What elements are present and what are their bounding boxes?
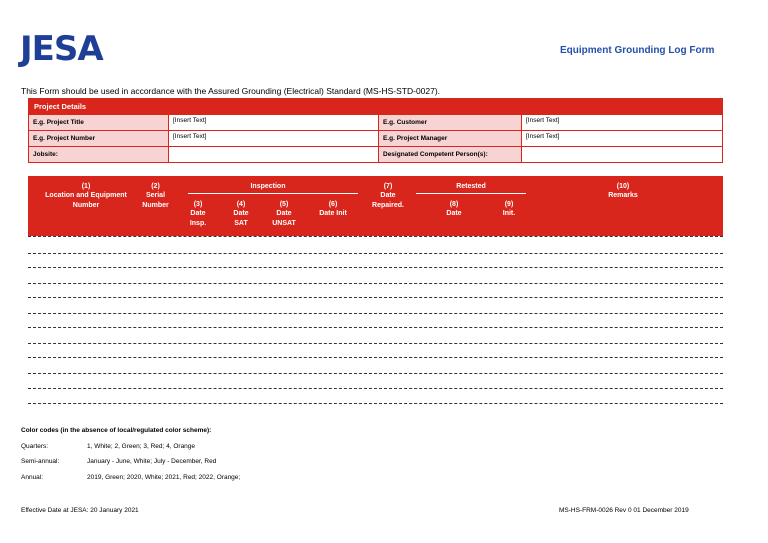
details-label: E.g. Project Number [29,131,169,146]
col-serial-header: (2) Serial Number [142,183,169,209]
col-date-sat-header: (4) Date SAT [233,201,249,227]
details-label: Jobsite: [29,147,169,162]
table-row[interactable] [28,253,723,254]
inspection-divider [188,193,358,194]
table-row[interactable] [28,373,723,374]
document-reference: MS-HS-FRM-0026 Rev 0 01 December 2019 [559,507,689,514]
details-label: E.g. Project Manager [379,131,522,146]
col-location-header: (1) Location and Equipment Number [45,183,127,209]
customer-field[interactable]: [Insert Text] [526,117,560,124]
table-row[interactable] [28,388,723,389]
table-row[interactable] [28,267,723,268]
legend-row [21,474,240,481]
legend-row [21,458,216,465]
table-row[interactable] [28,327,723,328]
legend-row [21,443,195,450]
legend-value: January - June, White; July - December, Red [87,458,217,465]
retested-group-header: Retested [456,183,486,190]
table-row[interactable] [28,343,723,344]
legend-key: Quarters: [21,443,49,450]
details-row [29,114,722,130]
col-retest-date-header: (8) Date [446,201,462,218]
color-codes-title: Color codes (in the absence of local/regulated color scheme): [21,427,212,434]
details-row [29,130,722,146]
table-row[interactable] [28,283,723,284]
form-title: Equipment Grounding Log Form [560,45,715,56]
col-date-unsat-header: (5) Date UNSAT [272,201,296,227]
col-date-init-header: (6) Date Init [319,201,347,218]
table-row[interactable] [28,297,723,298]
legend-key: Semi-annual: [21,458,60,465]
legend-key: Annual: [21,474,44,481]
competent-person-field[interactable] [522,147,722,162]
inspection-group-header: Inspection [250,183,286,190]
table-row[interactable] [28,357,723,358]
table-row[interactable] [28,313,723,314]
project-number-field[interactable]: [Insert Text] [169,131,379,146]
col-date-insp-header: (3) Date Insp. [189,201,207,227]
effective-date: Effective Date at JESA: 20 January 2021 [21,507,139,514]
intro-text: This Form should be used in accordance with the Assured Grounding (Electrical) Standard (MS-HS-STD-0027). [21,86,441,96]
details-row [29,146,722,162]
table-row[interactable] [28,236,723,237]
jesa-logo: JESA [20,29,103,69]
project-details-table [28,98,723,163]
project-manager-field[interactable]: [Insert Text] [526,133,560,140]
project-details-header: Project Details [29,99,722,114]
legend-value: 2019, Green; 2020, White; 2021, Red; 2022, Orange; [87,474,241,481]
col-date-repaired-header: (7) Date Repaired. [372,183,404,209]
legend-value: 1, White; 2, Green; 3, Red; 4, Orange [87,443,196,450]
retested-divider [416,193,526,194]
col-retest-init-header: (9) Init. [502,201,516,218]
col-remarks-header: (10) Remarks [608,183,638,200]
project-title-field[interactable]: [Insert Text] [169,115,379,130]
details-label: E.g. Customer [379,115,522,130]
log-table-header [28,176,723,236]
details-label: E.g. Project Title [29,115,169,130]
jobsite-field[interactable] [169,147,379,162]
table-row[interactable] [28,403,723,404]
details-label: Designated Competent Person(s): [379,147,522,162]
